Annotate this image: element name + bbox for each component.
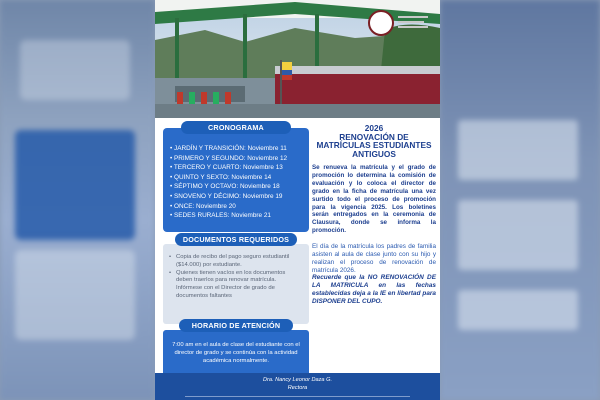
schedule-box — [163, 128, 309, 232]
paragraph-renewal: Se renueva la matrícula y el grado de promoción lo determina la comisión de evaluación y lo coloca el director de grado en la ficha de matrícula una vez surtido todo el proceso de promoción para la vigencia 2025. Los boletines serán entregados en la ceremonia de Clausura, donde se informa la promoción. — [312, 164, 436, 235]
school-photo — [155, 0, 440, 118]
document-item: • Quienes tienen vacíos en los documentos deben traerlos para renovar matrícula. Infórmese con el Director de grado de documentos faltantes — [169, 270, 303, 301]
schedule-item: • SÉPTIMO Y OCTAVO: Noviembre 18 — [170, 182, 287, 192]
schedule-item: • SNOVENO Y DÉCIMO: Noviembre 19 — [170, 192, 287, 202]
title-line-3: ANTIGUOS — [352, 148, 396, 159]
blurred-background-right — [440, 0, 600, 400]
blurred-background-left — [0, 0, 155, 400]
schedule-list — [170, 144, 287, 221]
hours-title: HORARIO DE ATENCIÓN — [179, 319, 293, 332]
document-item: • Copia de recibo del pago seguro estudiantil ($14.000) por estudiante. — [169, 254, 303, 270]
schedule-item: • SEDES RURALES: Noviembre 21 — [170, 211, 287, 221]
signer-role: Rectora — [287, 385, 308, 391]
schedule-item: • TERCERO Y CUARTO: Noviembre 13 — [170, 163, 287, 173]
footer-divider — [185, 396, 410, 397]
paragraph-reminder: Recuerde que la NO RENOVACIÓN DE LA MATRICULA en las fechas establecidas deja a la IE en libertad para DISPONER DEL CUPO. — [312, 274, 436, 305]
footer — [155, 373, 440, 400]
title-line-1: RENOVACIÓN DE — [339, 131, 409, 142]
right-column — [312, 120, 436, 306]
documents-title: DOCUMENTOS REQUERIDOS — [175, 233, 297, 246]
schedule-item: • QUINTO Y SEXTO: Noviembre 14 — [170, 173, 287, 183]
hours-text: 7:00 am en el aula de clase del estudiante con el director de grado y se continúa con la actividad académica normalmente. — [172, 342, 300, 364]
schedule-item: • JARDÍN Y TRANSICIÓN: Noviembre 11 — [170, 144, 287, 154]
signer-name: Dra. Nancy Leonor Daza G. — [262, 377, 333, 383]
documents-box — [163, 244, 309, 324]
schedule-item: • PRIMERO Y SEGUNDO: Noviembre 12 — [170, 154, 287, 164]
paragraph-parents: El día de la matrícula los padres de familia asisten al aula de clase junto con su hijo y realizan el proceso de renovación de matrícula 2026. — [312, 242, 436, 274]
school-logo — [350, 10, 432, 40]
schedule-title: CRONOGRAMA — [181, 121, 291, 134]
flyer — [155, 0, 440, 400]
schedule-item: • ONCE: Noviembre 20 — [170, 202, 287, 212]
announcement-title — [312, 124, 436, 158]
documents-list — [169, 254, 303, 301]
title-year: 2026 — [364, 123, 384, 133]
title-line-2: MATRÍCULAS ESTUDIANTES — [316, 140, 432, 151]
